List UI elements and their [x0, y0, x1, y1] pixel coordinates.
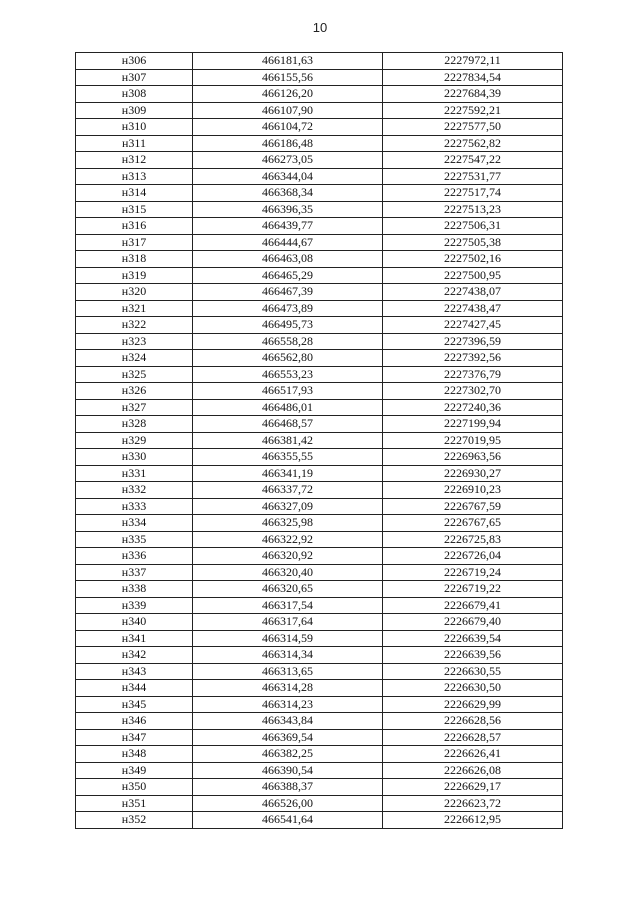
table-row [76, 399, 563, 416]
y-coordinate-cell: 2227500,95 [383, 267, 563, 284]
x-coordinate-cell: 466486,01 [193, 399, 383, 416]
x-coordinate-cell: 466314,34 [193, 647, 383, 664]
point-id-cell: н329 [76, 432, 193, 449]
x-coordinate-cell: 466369,54 [193, 729, 383, 746]
table-row [76, 185, 563, 202]
table-row [76, 729, 563, 746]
y-coordinate-cell: 2226639,54 [383, 630, 563, 647]
x-coordinate-cell: 466313,65 [193, 663, 383, 680]
y-coordinate-cell: 2227513,23 [383, 201, 563, 218]
y-coordinate-cell: 2226767,59 [383, 498, 563, 515]
table-row [76, 366, 563, 383]
x-coordinate-cell: 466553,23 [193, 366, 383, 383]
x-coordinate-cell: 466467,39 [193, 284, 383, 301]
x-coordinate-cell: 466320,65 [193, 581, 383, 598]
y-coordinate-cell: 2227547,22 [383, 152, 563, 169]
table-row [76, 53, 563, 70]
y-coordinate-cell: 2227684,39 [383, 86, 563, 103]
point-id-cell: н349 [76, 762, 193, 779]
point-id-cell: н309 [76, 102, 193, 119]
point-id-cell: н343 [76, 663, 193, 680]
y-coordinate-cell: 2227531,77 [383, 168, 563, 185]
x-coordinate-cell: 466517,93 [193, 383, 383, 400]
table-row [76, 713, 563, 730]
x-coordinate-cell: 466473,89 [193, 300, 383, 317]
point-id-cell: н328 [76, 416, 193, 433]
point-id-cell: н321 [76, 300, 193, 317]
y-coordinate-cell: 2226629,99 [383, 696, 563, 713]
table-row [76, 696, 563, 713]
y-coordinate-cell: 2227392,56 [383, 350, 563, 367]
y-coordinate-cell: 2226629,17 [383, 779, 563, 796]
point-id-cell: н336 [76, 548, 193, 565]
x-coordinate-cell: 466444,67 [193, 234, 383, 251]
point-id-cell: н334 [76, 515, 193, 532]
point-id-cell: н332 [76, 482, 193, 499]
point-id-cell: н327 [76, 399, 193, 416]
point-id-cell: н316 [76, 218, 193, 235]
y-coordinate-cell: 2227592,21 [383, 102, 563, 119]
point-id-cell: н317 [76, 234, 193, 251]
table-row [76, 284, 563, 301]
x-coordinate-cell: 466355,55 [193, 449, 383, 466]
point-id-cell: н319 [76, 267, 193, 284]
x-coordinate-cell: 466273,05 [193, 152, 383, 169]
table-row [76, 168, 563, 185]
point-id-cell: н352 [76, 812, 193, 829]
y-coordinate-cell: 2227199,94 [383, 416, 563, 433]
point-id-cell: н351 [76, 795, 193, 812]
x-coordinate-cell: 466562,80 [193, 350, 383, 367]
x-coordinate-cell: 466322,92 [193, 531, 383, 548]
table-row [76, 135, 563, 152]
page-number: 10 [312, 20, 328, 35]
x-coordinate-cell: 466126,20 [193, 86, 383, 103]
table-row [76, 762, 563, 779]
y-coordinate-cell: 2226630,50 [383, 680, 563, 697]
table-row [76, 746, 563, 763]
table-row [76, 795, 563, 812]
table-row [76, 449, 563, 466]
x-coordinate-cell: 466327,09 [193, 498, 383, 515]
y-coordinate-cell: 2227972,11 [383, 53, 563, 70]
x-coordinate-cell: 466368,34 [193, 185, 383, 202]
x-coordinate-cell: 466388,37 [193, 779, 383, 796]
y-coordinate-cell: 2227302,70 [383, 383, 563, 400]
point-id-cell: н331 [76, 465, 193, 482]
coordinates-table-body [76, 53, 563, 829]
x-coordinate-cell: 466526,00 [193, 795, 383, 812]
point-id-cell: н306 [76, 53, 193, 70]
point-id-cell: н344 [76, 680, 193, 697]
x-coordinate-cell: 466382,25 [193, 746, 383, 763]
y-coordinate-cell: 2227834,54 [383, 69, 563, 86]
table-row [76, 251, 563, 268]
y-coordinate-cell: 2227427,45 [383, 317, 563, 334]
point-id-cell: н325 [76, 366, 193, 383]
table-row [76, 317, 563, 334]
table-row [76, 597, 563, 614]
table-row [76, 234, 563, 251]
table-row [76, 812, 563, 829]
table-row [76, 564, 563, 581]
y-coordinate-cell: 2227438,47 [383, 300, 563, 317]
y-coordinate-cell: 2226679,41 [383, 597, 563, 614]
y-coordinate-cell: 2226626,08 [383, 762, 563, 779]
point-id-cell: н345 [76, 696, 193, 713]
y-coordinate-cell: 2226626,41 [383, 746, 563, 763]
table-row [76, 152, 563, 169]
point-id-cell: н348 [76, 746, 193, 763]
coordinates-table [75, 52, 563, 829]
point-id-cell: н339 [76, 597, 193, 614]
point-id-cell: н318 [76, 251, 193, 268]
x-coordinate-cell: 466320,40 [193, 564, 383, 581]
table-row [76, 267, 563, 284]
table-row [76, 201, 563, 218]
table-row [76, 86, 563, 103]
table-row [76, 465, 563, 482]
table-row [76, 779, 563, 796]
x-coordinate-cell: 466155,56 [193, 69, 383, 86]
x-coordinate-cell: 466439,77 [193, 218, 383, 235]
point-id-cell: н308 [76, 86, 193, 103]
point-id-cell: н323 [76, 333, 193, 350]
table-row [76, 350, 563, 367]
table-row [76, 647, 563, 664]
table-row [76, 614, 563, 631]
x-coordinate-cell: 466104,72 [193, 119, 383, 136]
point-id-cell: н342 [76, 647, 193, 664]
table-row [76, 300, 563, 317]
point-id-cell: н347 [76, 729, 193, 746]
x-coordinate-cell: 466396,35 [193, 201, 383, 218]
point-id-cell: н333 [76, 498, 193, 515]
point-id-cell: н322 [76, 317, 193, 334]
x-coordinate-cell: 466468,57 [193, 416, 383, 433]
point-id-cell: н340 [76, 614, 193, 631]
y-coordinate-cell: 2226628,56 [383, 713, 563, 730]
y-coordinate-cell: 2227506,31 [383, 218, 563, 235]
x-coordinate-cell: 466325,98 [193, 515, 383, 532]
y-coordinate-cell: 2227376,79 [383, 366, 563, 383]
table-row [76, 218, 563, 235]
x-coordinate-cell: 466337,72 [193, 482, 383, 499]
point-id-cell: н337 [76, 564, 193, 581]
point-id-cell: н335 [76, 531, 193, 548]
y-coordinate-cell: 2227502,16 [383, 251, 563, 268]
x-coordinate-cell: 466558,28 [193, 333, 383, 350]
y-coordinate-cell: 2226767,65 [383, 515, 563, 532]
y-coordinate-cell: 2226719,24 [383, 564, 563, 581]
point-id-cell: н307 [76, 69, 193, 86]
x-coordinate-cell: 466186,48 [193, 135, 383, 152]
point-id-cell: н313 [76, 168, 193, 185]
x-coordinate-cell: 466317,64 [193, 614, 383, 631]
x-coordinate-cell: 466541,64 [193, 812, 383, 829]
x-coordinate-cell: 466390,54 [193, 762, 383, 779]
point-id-cell: н350 [76, 779, 193, 796]
x-coordinate-cell: 466314,23 [193, 696, 383, 713]
point-id-cell: н310 [76, 119, 193, 136]
y-coordinate-cell: 2226679,40 [383, 614, 563, 631]
x-coordinate-cell: 466344,04 [193, 168, 383, 185]
y-coordinate-cell: 2226623,72 [383, 795, 563, 812]
y-coordinate-cell: 2226725,83 [383, 531, 563, 548]
y-coordinate-cell: 2227438,07 [383, 284, 563, 301]
table-row [76, 119, 563, 136]
y-coordinate-cell: 2226930,27 [383, 465, 563, 482]
table-row [76, 416, 563, 433]
point-id-cell: н341 [76, 630, 193, 647]
table-row [76, 680, 563, 697]
table-row [76, 630, 563, 647]
y-coordinate-cell: 2227577,50 [383, 119, 563, 136]
x-coordinate-cell: 466341,19 [193, 465, 383, 482]
y-coordinate-cell: 2226612,95 [383, 812, 563, 829]
point-id-cell: н330 [76, 449, 193, 466]
table-row [76, 548, 563, 565]
point-id-cell: н326 [76, 383, 193, 400]
table-row [76, 531, 563, 548]
point-id-cell: н338 [76, 581, 193, 598]
y-coordinate-cell: 2226639,56 [383, 647, 563, 664]
point-id-cell: н324 [76, 350, 193, 367]
point-id-cell: н314 [76, 185, 193, 202]
point-id-cell: н315 [76, 201, 193, 218]
y-coordinate-cell: 2227562,82 [383, 135, 563, 152]
table-row [76, 482, 563, 499]
x-coordinate-cell: 466314,28 [193, 680, 383, 697]
y-coordinate-cell: 2227019,95 [383, 432, 563, 449]
y-coordinate-cell: 2226963,56 [383, 449, 563, 466]
x-coordinate-cell: 466107,90 [193, 102, 383, 119]
x-coordinate-cell: 466320,92 [193, 548, 383, 565]
table-row [76, 102, 563, 119]
point-id-cell: н346 [76, 713, 193, 730]
y-coordinate-cell: 2227396,59 [383, 333, 563, 350]
y-coordinate-cell: 2227505,38 [383, 234, 563, 251]
point-id-cell: н311 [76, 135, 193, 152]
table-row [76, 663, 563, 680]
table-row [76, 515, 563, 532]
y-coordinate-cell: 2227240,36 [383, 399, 563, 416]
table-row [76, 498, 563, 515]
x-coordinate-cell: 466465,29 [193, 267, 383, 284]
table-row [76, 69, 563, 86]
x-coordinate-cell: 466181,63 [193, 53, 383, 70]
table-row [76, 581, 563, 598]
x-coordinate-cell: 466381,42 [193, 432, 383, 449]
point-id-cell: н320 [76, 284, 193, 301]
x-coordinate-cell: 466495,73 [193, 317, 383, 334]
x-coordinate-cell: 466463,08 [193, 251, 383, 268]
point-id-cell: н312 [76, 152, 193, 169]
x-coordinate-cell: 466343,84 [193, 713, 383, 730]
y-coordinate-cell: 2227517,74 [383, 185, 563, 202]
y-coordinate-cell: 2226628,57 [383, 729, 563, 746]
table-row [76, 383, 563, 400]
y-coordinate-cell: 2226630,55 [383, 663, 563, 680]
x-coordinate-cell: 466317,54 [193, 597, 383, 614]
table-row [76, 333, 563, 350]
y-coordinate-cell: 2226719,22 [383, 581, 563, 598]
y-coordinate-cell: 2226910,23 [383, 482, 563, 499]
y-coordinate-cell: 2226726,04 [383, 548, 563, 565]
x-coordinate-cell: 466314,59 [193, 630, 383, 647]
table-row [76, 432, 563, 449]
